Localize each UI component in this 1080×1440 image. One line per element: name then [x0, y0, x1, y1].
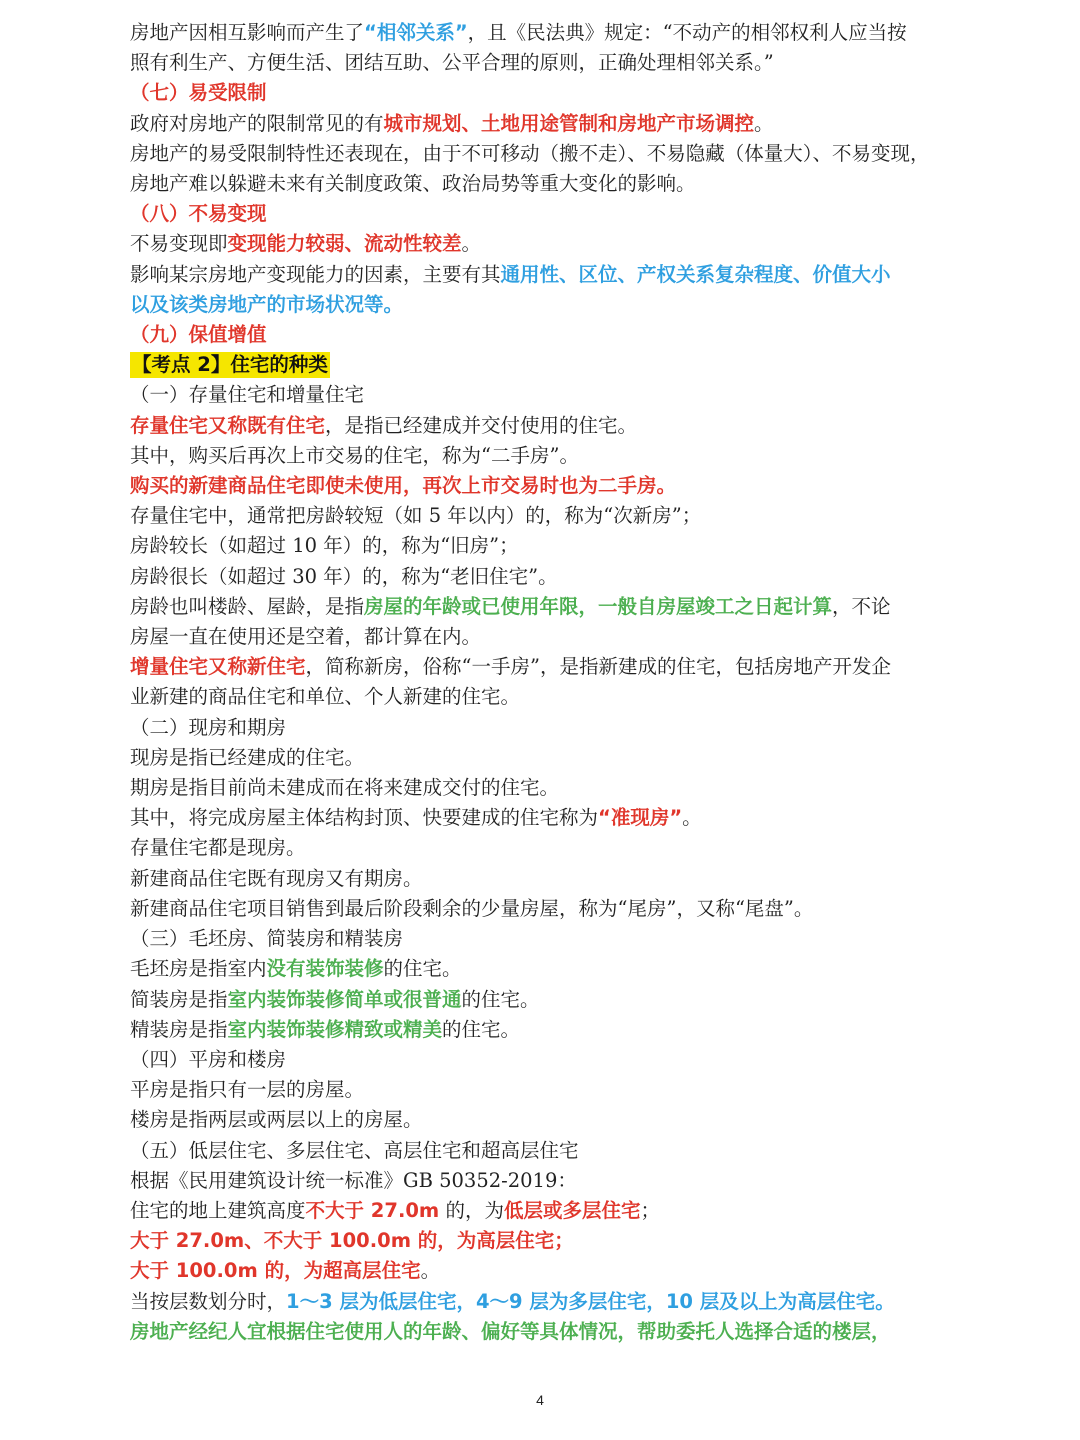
text-line: 不易变现即变现能力较弱、流动性较差。: [130, 232, 482, 256]
text-line: 房地产难以躲避未来有关制度政策、政治局势等重大变化的影响。: [130, 172, 696, 196]
section-heading-7: （七）易受限制: [130, 81, 267, 105]
text-line: 住宅的地上建筑高度不大于 27.0m 的，为低层或多层住宅；: [130, 1198, 660, 1222]
kaodian-heading: 【考点 2】住宅的种类: [132, 353, 328, 377]
text-line: 房龄较长（如超过 10 年）的，称为“旧房”；: [130, 534, 519, 558]
highlight-term: 增量住宅又称新住宅: [130, 655, 306, 679]
text-line: 房地产的易受限制特性还表现在，由于不可移动（搬不走）、不易隐藏（体量大）、不易变现，: [130, 141, 930, 165]
highlight-term: 大于 100.0m 的，为超高层住宅: [130, 1259, 421, 1283]
subsection-heading: （五）低层住宅、多层住宅、高层住宅和超高层住宅: [130, 1138, 579, 1162]
text-line: 新建商品住宅项目销售到最后阶段剩余的少量房屋，称为“尾房”，又称“尾盘”。: [130, 896, 814, 920]
text-line: 存量住宅都是现房。: [130, 836, 306, 860]
highlight-term: 不大于 27.0m: [305, 1198, 440, 1222]
text-line: 平房是指只有一层的房屋。: [130, 1078, 365, 1102]
subsection-heading: （三）毛坯房、简装房和精装房: [130, 927, 404, 951]
text-line: 其中，购买后再次上市交易的住宅，称为“二手房”。: [130, 443, 579, 467]
text-line: 房地产经纪人宜根据住宅使用人的年龄、偏好等具体情况，帮助委托人选择合适的楼层，: [130, 1319, 891, 1343]
highlight-term: 室内装饰装修精致或精美: [227, 1017, 443, 1041]
text-line: 业新建的商品住宅和单位、个人新建的住宅。: [130, 685, 521, 709]
text-line: 房龄很长（如超过 30 年）的，称为“老旧住宅”。: [130, 564, 558, 588]
text-line: 影响某宗房地产变现能力的因素，主要有其通用性、区位、产权关系复杂程度、价值大小: [130, 262, 891, 286]
text-line: 其中，将完成房屋主体结构封顶、快要建成的住宅称为“准现房”。: [130, 806, 702, 830]
text-line: 简装房是指室内装饰装修简单或很普通的住宅。: [130, 987, 540, 1011]
text-line: 大于 100.0m 的，为超高层住宅。: [130, 1259, 441, 1283]
text-line: 存量住宅中，通常把房龄较短（如 5 年以内）的，称为“次新房”；: [130, 504, 702, 528]
text-line: 照有利生产、方便生活、团结互助、公平合理的原则，正确处理相邻关系。”: [130, 51, 774, 75]
text-line: 毛坯房是指室内没有装饰装修的住宅。: [130, 957, 462, 981]
text-line: 存量住宅又称既有住宅，是指已经建成并交付使用的住宅。: [130, 413, 638, 437]
text-line: 期房是指目前尚未建成而在将来建成交付的住宅。: [130, 776, 560, 800]
section-heading-9: （九）保值增值: [130, 323, 267, 347]
subsection-heading: （一）存量住宅和增量住宅: [130, 383, 365, 407]
highlight-term: 室内装饰装修简单或很普通: [227, 987, 462, 1011]
text-line: 现房是指已经建成的住宅。: [130, 745, 365, 769]
document-page: [130, 18, 940, 1347]
text-line: 大于 27.0m、不大于 100.0m 的，为高层住宅；: [130, 1229, 574, 1253]
text-line: 购买的新建商品住宅即使未使用，再次上市交易时也为二手房。: [130, 474, 677, 498]
text-line: 房地产因相互影响而产生了“相邻关系”，且《民法典》规定：“不动产的相邻权利人应当按: [130, 21, 907, 44]
text-line: 以及该类房地产的市场状况等。: [130, 292, 404, 316]
highlight-term: 没有装饰装修: [266, 957, 384, 981]
highlight-term: 低层或多层住宅: [503, 1198, 641, 1222]
page-number: 4: [536, 1392, 544, 1408]
text-line: 精装房是指室内装饰装修精致或精美的住宅。: [130, 1017, 521, 1041]
highlight-term: 城市规划、土地用途管制和房地产市场调控: [383, 111, 755, 135]
highlight-term: 存量住宅又称既有住宅: [130, 413, 326, 437]
text-line: 当按层数划分时，1～3 层为低层住宅，4～9 层为多层住宅，10 层及以上为高层住宅。: [130, 1289, 895, 1313]
text-line: 房屋一直在使用还是空着，都计算在内。: [130, 625, 482, 649]
highlight-term: “相邻关系”: [364, 21, 468, 44]
text-line: 新建商品住宅既有现房又有期房。: [130, 866, 423, 890]
highlight-term: 通用性、区位、产权关系复杂程度、价值大小: [500, 262, 891, 286]
subsection-heading: （二）现房和期房: [130, 715, 287, 739]
text-line: 房龄也叫楼龄、屋龄，是指房屋的年龄或已使用年限，一般自房屋竣工之日起计算，不论: [130, 594, 891, 618]
text-line: 增量住宅又称新住宅，简称新房，俗称“一手房”，是指新建成的住宅，包括房地产开发企: [130, 655, 891, 679]
highlight-term: 变现能力较弱、流动性较差: [227, 232, 462, 256]
text-line: 楼房是指两层或两层以上的房屋。: [130, 1108, 423, 1132]
highlight-term: “准现房”: [598, 806, 683, 830]
text-line: 政府对房地产的限制常见的有城市规划、土地用途管制和房地产市场调控。: [130, 111, 774, 135]
highlight-term: 房屋的年龄或已使用年限，一般自房屋竣工之日起计算: [364, 594, 833, 618]
section-heading-8: （八）不易变现: [130, 202, 267, 226]
text-line: 根据《民用建筑设计统一标准》GB 50352-2019：: [130, 1168, 577, 1192]
highlight-term: 1～3 层为低层住宅，4～9 层为多层住宅，10 层及以上为高层住宅。: [286, 1289, 895, 1313]
subsection-heading: （四）平房和楼房: [130, 1047, 287, 1071]
